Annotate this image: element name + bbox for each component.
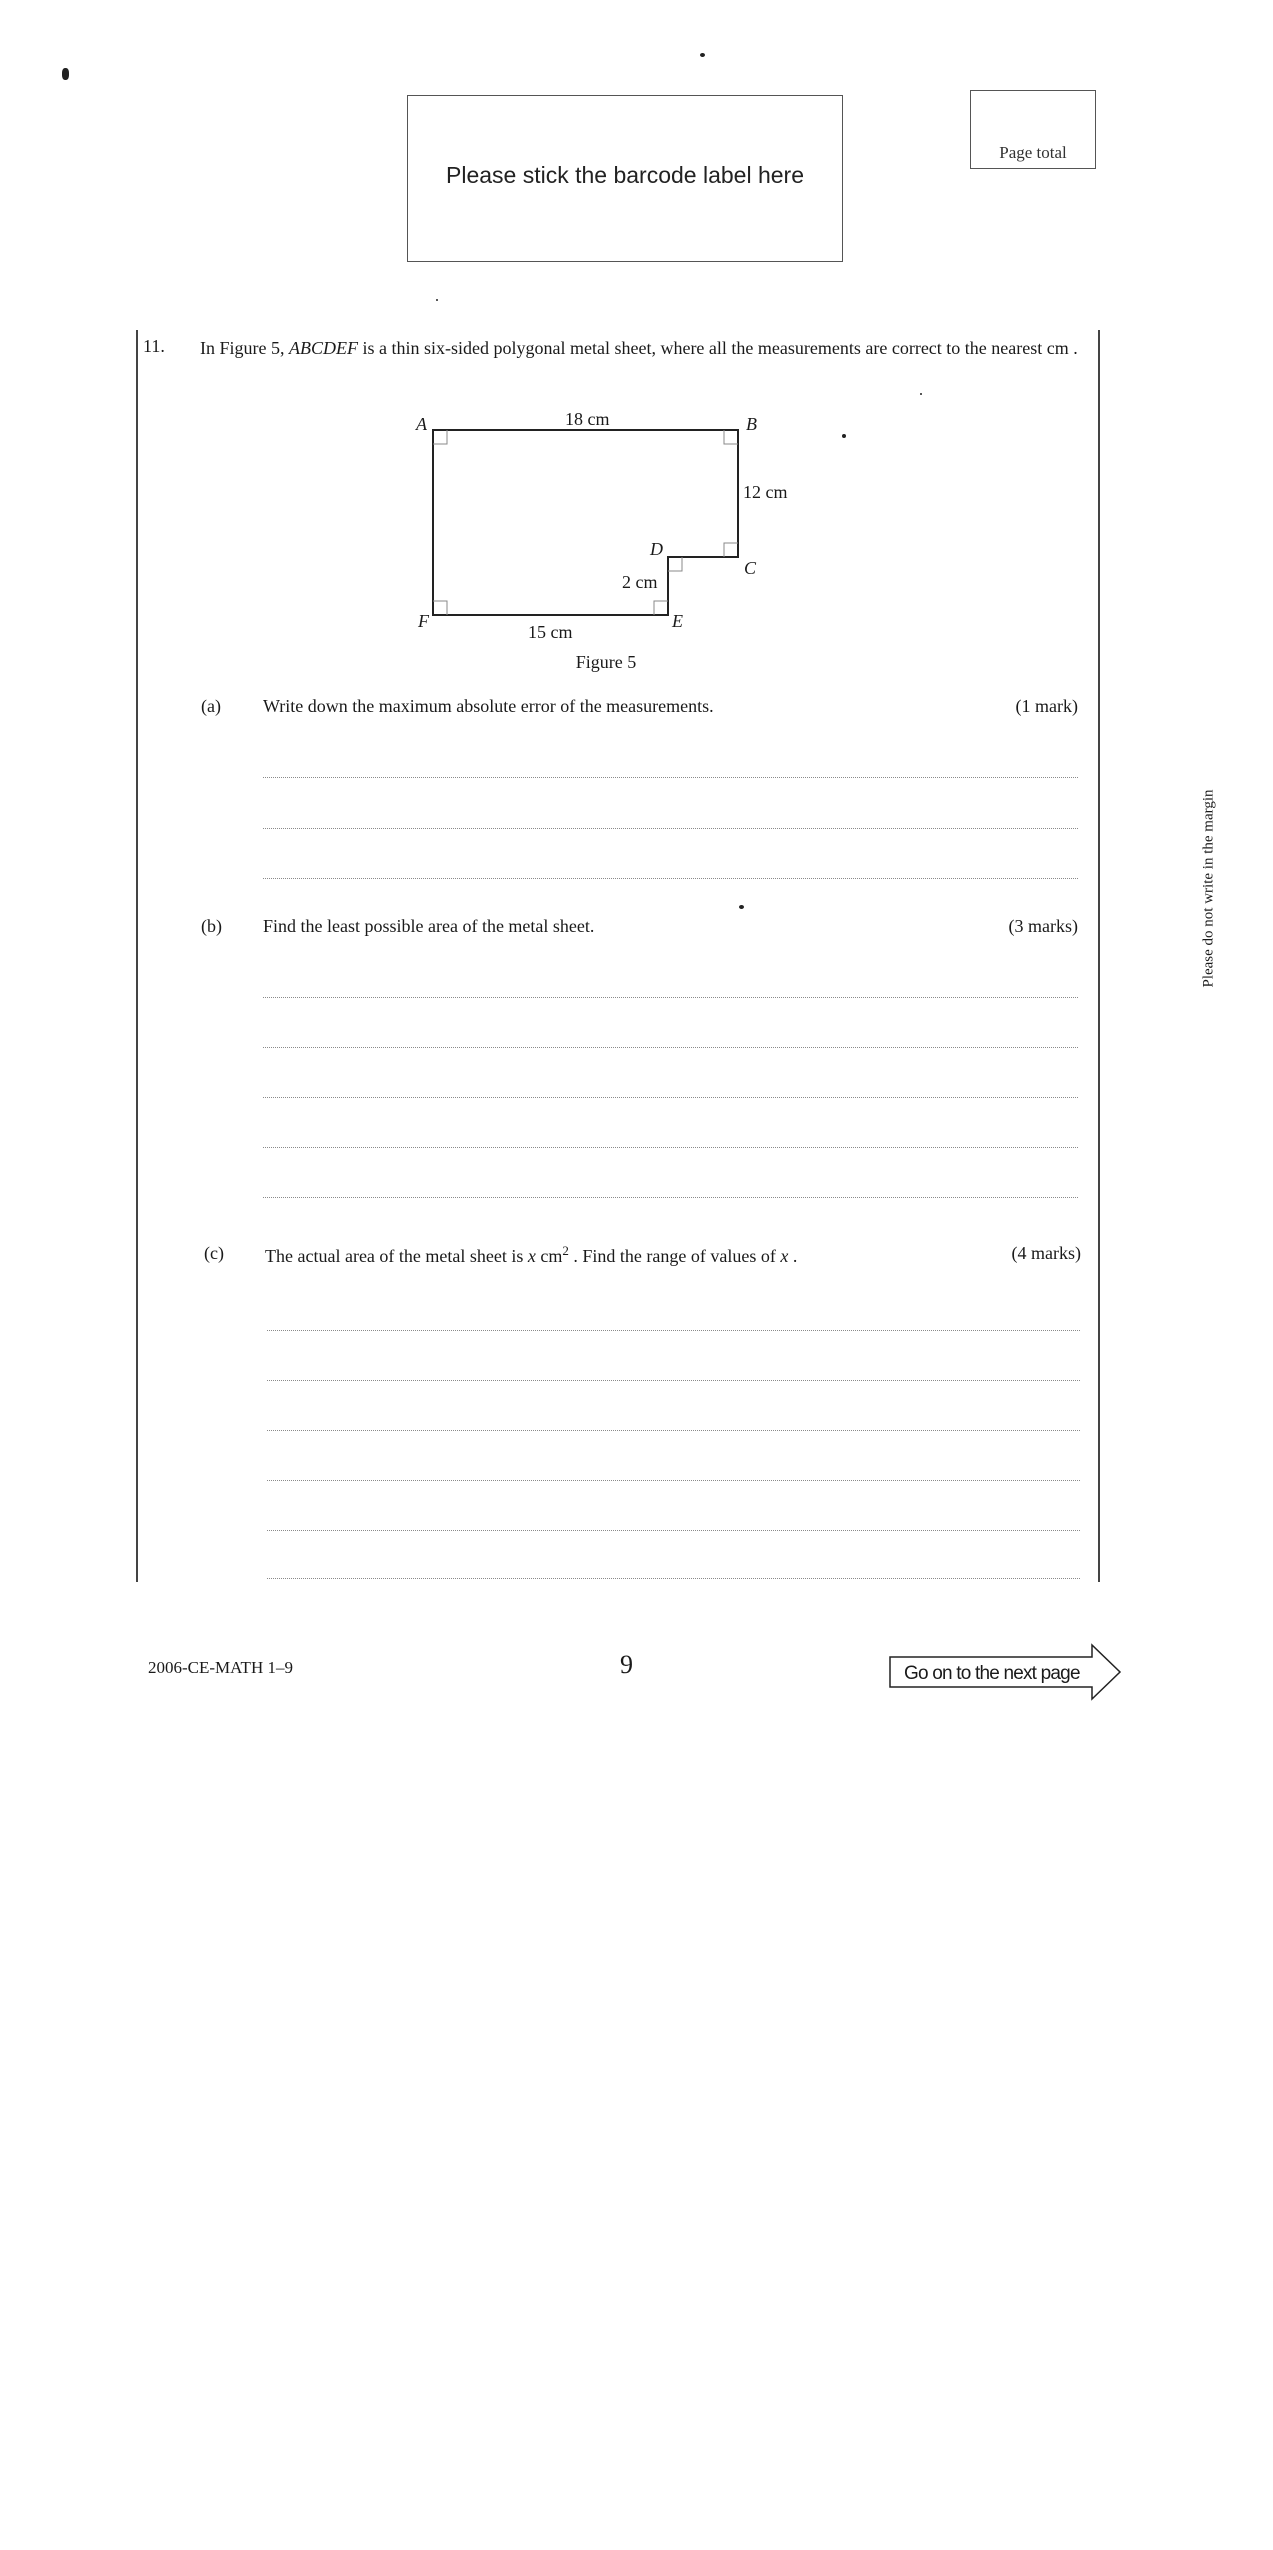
question-number: 11. (143, 336, 165, 356)
part-c-text-before: The actual area of the metal sheet is (265, 1246, 528, 1266)
polygon-abcdef (433, 430, 738, 615)
question-text-rest: is a thin six-sided polygonal metal sheet, where all the measurements are correct to the nearest cm . (358, 338, 1078, 358)
part-a-text: Write down the maximum absolute error of the measurements. (263, 696, 714, 716)
answer-line (267, 1430, 1080, 1431)
paper-code: 2006-CE-MATH 1–9 (148, 1658, 293, 1677)
answer-line (263, 878, 1078, 879)
answer-line (263, 777, 1078, 778)
part-c-unit: cm (535, 1246, 563, 1266)
answer-line (263, 1197, 1078, 1198)
part-c-exponent: 2 (562, 1243, 569, 1258)
margin-note: Please do not write in the margin (1200, 789, 1217, 988)
question-text-prefix: In Figure 5, (200, 338, 289, 358)
shape-name: ABCDEF (289, 338, 358, 358)
figure-caption: Figure 5 (575, 652, 637, 672)
part-a-label: (a) (201, 696, 221, 716)
question-text (200, 336, 1080, 360)
measure-fe: 15 cm (528, 622, 573, 642)
answer-line (263, 1097, 1078, 1098)
right-angle-c (724, 543, 738, 557)
page-total-box (970, 90, 1096, 169)
part-c-marks: (4 marks) (1011, 1243, 1081, 1263)
part-b-marks: (3 marks) (1008, 916, 1078, 936)
answer-line (263, 997, 1078, 998)
page-total-label: Page total (999, 143, 1067, 162)
right-angle-f (433, 601, 447, 615)
vertex-c: C (744, 558, 757, 578)
page-number: 9 (620, 1650, 633, 1679)
right-angle-e (654, 601, 668, 615)
barcode-label-text: Please stick the barcode label here (446, 162, 804, 188)
scan-mark (436, 299, 438, 301)
part-c-text (265, 1243, 797, 1267)
right-margin-rule (1098, 330, 1100, 1582)
answer-line (267, 1530, 1080, 1531)
vertex-e: E (672, 611, 683, 631)
scan-mark (920, 393, 922, 395)
answer-line (267, 1578, 1080, 1579)
part-c-var2: x (780, 1246, 789, 1266)
vertex-d: D (650, 539, 663, 559)
vertex-f: F (418, 611, 429, 631)
scan-mark (700, 53, 705, 57)
right-angle-b (724, 430, 738, 444)
part-c-text-after: . Find the range of values of (568, 1246, 781, 1266)
answer-line (263, 828, 1078, 829)
answer-line (267, 1330, 1080, 1331)
figure-5 (400, 400, 820, 685)
next-page-arrow (888, 1643, 1124, 1701)
part-a-marks: (1 mark) (1015, 696, 1078, 716)
part-c-var: x (527, 1246, 536, 1266)
part-c-label: (c) (204, 1243, 224, 1263)
part-b-label: (b) (201, 916, 222, 936)
barcode-label-box (407, 95, 843, 262)
next-page-label: Go on to the next page (904, 1663, 1080, 1684)
scan-mark (739, 905, 744, 909)
part-b-text: Find the least possible area of the metal sheet. (263, 916, 595, 936)
measure-bc: 12 cm (743, 482, 788, 502)
left-margin-rule (136, 330, 138, 1582)
scan-mark (842, 434, 846, 438)
scan-mark (62, 68, 69, 80)
right-angle-a (433, 430, 447, 444)
right-angle-d (668, 557, 682, 571)
measure-ab: 18 cm (565, 409, 610, 429)
vertex-a: A (416, 414, 427, 434)
part-c-text-end: . (788, 1246, 798, 1266)
vertex-b: B (746, 414, 757, 434)
measure-de: 2 cm (622, 572, 658, 592)
answer-line (263, 1047, 1078, 1048)
answer-line (267, 1480, 1080, 1481)
answer-line (263, 1147, 1078, 1148)
answer-line (267, 1380, 1080, 1381)
